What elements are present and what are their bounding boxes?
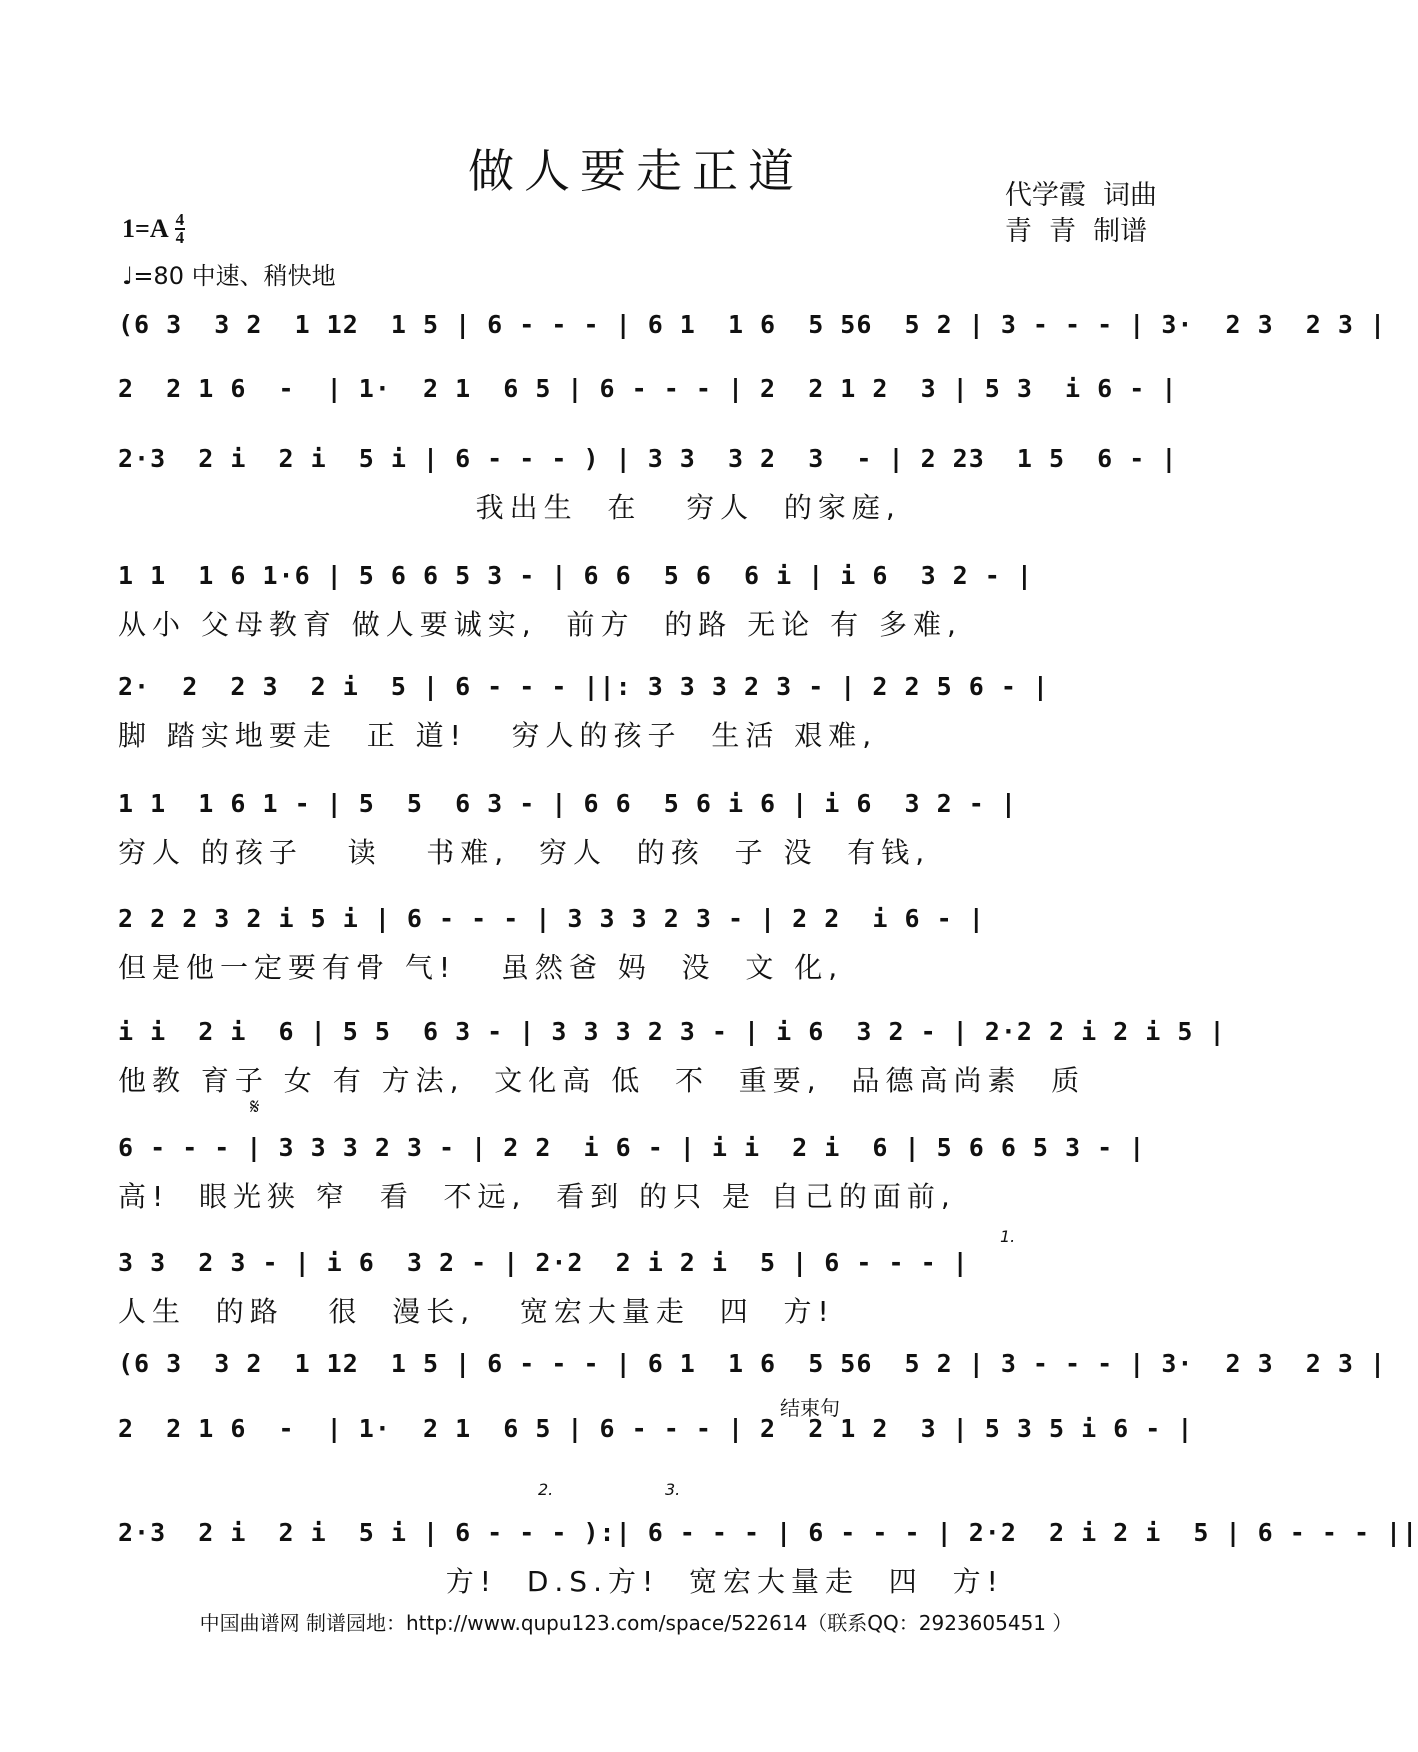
notation-system: [118, 1248, 1158, 1288]
notation-line: 2 2 1 6 - | 1· 2 1 6 5 | 6 - - - | 2 2 1 2 3 | 5 3 5 i 6 - |: [118, 1414, 1194, 1443]
notation-line: (6 3 3 2 1 12 1 5 | 6 - - - | 6 1 1 6 5 56 5 2 | 3 - - - | 3· 2 3 2 3 |: [118, 1349, 1387, 1378]
credit-arranger: 青 青 制谱: [1004, 216, 1148, 247]
ending-label: 结束句: [780, 1396, 840, 1420]
notation-system: [118, 904, 1158, 944]
volta-3-label: 3.: [665, 1480, 681, 1499]
lyric-line: 高! 眼光狭 窄 看 不远, 看到 的只 是 自己的面前,: [118, 1180, 956, 1213]
notation-line: 3 3 2 3 - | i 6 3 2 - | 2·2 2 i 2 i 5 | 6 - - - |: [118, 1248, 969, 1277]
notation-system: [118, 1518, 1418, 1558]
lyric-line: 人生 的路 很 漫长, 宽宏大量走 四 方!: [118, 1295, 835, 1328]
notation-system: [118, 374, 1178, 414]
key-signature: [122, 212, 185, 246]
lyric-line: 方! D.S.方! 宽宏大量走 四 方!: [118, 1565, 1004, 1598]
time-signature: 4 4: [175, 210, 185, 247]
notation-system: [118, 310, 1387, 350]
notation-system: [118, 672, 1158, 712]
notation-line: i i 2 i 6 | 5 5 6 3 - | 3 3 3 2 3 - | i 6 3 2 - | 2·2 2 i 2 i 5 |: [118, 1017, 1226, 1046]
notation-system: [118, 561, 1158, 601]
volta-2-label: 2.: [538, 1480, 554, 1499]
lyric-line: 我出生 在 穷人 的家庭,: [118, 491, 901, 524]
lyric-line: 脚 踏实地要走 正 道! 穷人的孩子 生活 艰难,: [118, 719, 878, 752]
notation-system: [118, 1349, 1387, 1389]
notation-system: [118, 444, 1178, 484]
notation-line: 1 1 1 6 1 - | 5 5 6 3 - | 6 6 5 6 i 6 | i 6 3 2 - |: [118, 789, 1017, 818]
lyric-line: 穷人 的孩子 读 书难, 穷人 的孩 子 没 有钱,: [118, 836, 931, 869]
notation-line: 6 - - - | 3 3 3 2 3 - | 2 2 i 6 - | i i 2 i 6 | 5 6 6 5 3 - |: [118, 1133, 1146, 1162]
key-label: 1=A: [122, 214, 169, 243]
notation-line: 2·3 2 i 2 i 5 i | 6 - - - ):| 6 - - - | 6 - - - | 2·2 2 i 2 i 5 | 6 - - - ||: [118, 1518, 1418, 1547]
notation-line: 1 1 1 6 1·6 | 5 6 6 5 3 - | 6 6 5 6 6 i | i 6 3 2 - |: [118, 561, 1033, 590]
lyric-line: 但是他一定要有骨 气! 虽然爸 妈 没 文 化,: [118, 951, 844, 984]
notation-system: [118, 1133, 1158, 1173]
notation-line: 2 2 1 6 - | 1· 2 1 6 5 | 6 - - - | 2 2 1 2 3 | 5 3 i 6 - |: [118, 374, 1178, 403]
song-title: 做人要走正道: [468, 144, 804, 198]
notation-line: 2 2 2 3 2 i 5 i | 6 - - - | 3 3 3 2 3 - | 2 2 i 6 - |: [118, 904, 985, 933]
notation-line: 2· 2 2 3 2 i 5 | 6 - - - ||: 3 3 3 2 3 - | 2 2 5 6 - |: [118, 672, 1049, 701]
notation-system: [118, 1017, 1226, 1057]
credit-composer: 代学霞 词曲: [1004, 180, 1157, 211]
notation-line: 2·3 2 i 2 i 5 i | 6 - - - ) | 3 3 3 2 3 - | 2 23 1 5 6 - |: [118, 444, 1178, 473]
lyric-line: 从小 父母教育 做人要诚实, 前方 的路 无论 有 多难,: [118, 608, 962, 641]
footer-note: 中国曲谱网 制谱园地：http://www.qupu123.com/space/522614（联系QQ：2923605451 ）: [199, 1611, 1073, 1635]
credits: [1005, 178, 1157, 250]
volta-1-label: 1.: [1000, 1227, 1016, 1246]
notation-line: (6 3 3 2 1 12 1 5 | 6 - - - | 6 1 1 6 5 56 5 2 | 3 - - - | 3· 2 3 2 3 |: [118, 310, 1387, 339]
tempo-marking: ♩=80 中速、稍快地: [122, 262, 336, 290]
lyric-line: 他教 育子 女 有 方法, 文化高 低 不 重要, 品德高尚素 质: [118, 1064, 1086, 1097]
notation-system: [118, 1414, 1194, 1454]
segno-sign: 𝄋: [250, 1095, 260, 1120]
notation-system: [118, 789, 1158, 829]
